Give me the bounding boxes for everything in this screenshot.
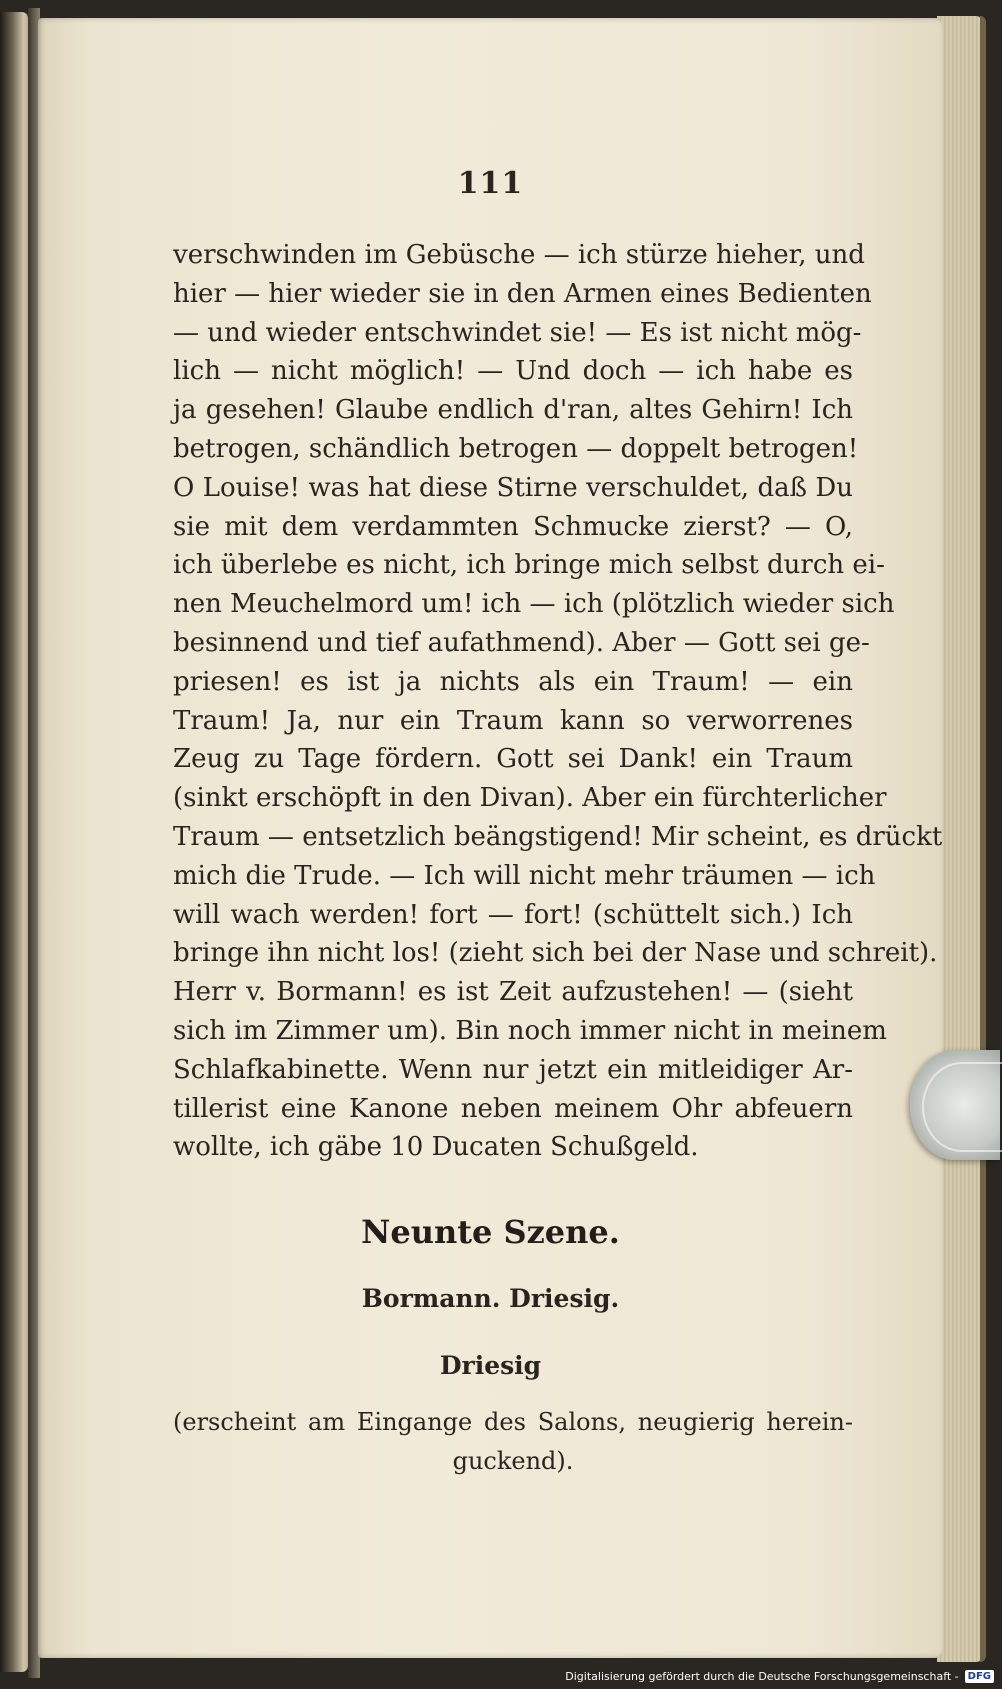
stage-direction-line: guckend). — [452, 1446, 574, 1475]
speaker-name: Driesig — [439, 1351, 542, 1380]
text-line: Herr v. Bormann! es ist Zeit aufzustehen! — (sieht — [173, 977, 853, 1008]
text-line: hier — hier wieder sie in den Armen eines Bedienten — [173, 278, 872, 309]
stage-direction-line: (erscheint am Eingange des Salons, neugierig herein- — [173, 1408, 853, 1436]
scene-title: Neunte Szene. — [361, 1213, 620, 1251]
text-line: verschwinden im Gebüsche — ich stürze hieher, und — [173, 240, 865, 270]
text-line: — und wieder entschwindet sie! — Es ist nicht mög- — [173, 317, 862, 348]
dfg-logo: DFG — [965, 1670, 994, 1683]
text-line: wollte, ich gäbe 10 Ducaten Schußgeld. — [173, 1132, 699, 1163]
page-clip-tab — [910, 1050, 1000, 1160]
character-list: Bormann. Driesig. — [361, 1284, 620, 1313]
text-line: ja gesehen! Glaube endlich d'ran, altes Gehirn! Ich — [173, 395, 853, 426]
text-line: bringe ihn nicht los! (zieht sich bei der Nase und schreit). — [173, 938, 938, 969]
text-line: tillerist eine Kanone neben meinem Ohr abfeuern — [173, 1093, 853, 1124]
text-line: Zeug zu Tage fördern. Gott sei Dank! ein Traum — [173, 744, 853, 775]
text-line: nen Meuchelmord um! ich — ich (plötzlich wieder sich — [173, 589, 895, 620]
text-line: Traum! Ja, nur ein Traum kann so verworrenes — [173, 705, 853, 736]
text-line: will wach werden! fort — fort! (schüttelt sich.) Ich — [173, 899, 853, 930]
footer-text: Digitalisierung gefördert durch die Deutsche Forschungsgemeinschaft - — [565, 1669, 959, 1683]
text-line: sie mit dem verdammten Schmucke zierst? — O, — [173, 511, 853, 542]
text-line: ich überlebe es nicht, ich bringe mich selbst durch ei- — [173, 550, 885, 581]
previous-page-edge — [0, 12, 28, 1672]
text-line: Traum — entsetzlich beängstigend! Mir scheint, es drückt — [173, 821, 943, 852]
body-text — [173, 236, 943, 1167]
text-line: (sinkt erschöpft in den Divan). Aber ein fürchterlicher — [173, 783, 887, 814]
page-number: 111 — [457, 166, 524, 201]
text-line: besinnend und tief aufathmend). Aber — Gott sei ge- — [173, 627, 870, 658]
text-line: sich im Zimmer um). Bin noch immer nicht in meinem — [173, 1015, 887, 1046]
stage-direction — [173, 1403, 853, 1481]
page-stack-edge — [937, 16, 986, 1662]
text-line: mich die Trude. — Ich will nicht mehr träumen — ich — [173, 860, 876, 891]
book-page — [38, 18, 943, 1658]
text-line: Schlafkabinette. Wenn nur jetzt ein mitleidiger Ar- — [173, 1054, 853, 1085]
text-line: lich — nicht möglich! — Und doch — ich habe es — [173, 356, 853, 387]
text-line: betrogen, schändlich betrogen — doppelt betrogen! — [173, 433, 859, 464]
text-line: priesen! es ist ja nichts als ein Traum! — ein — [173, 666, 853, 697]
text-line: O Louise! was hat diese Stirne verschuldet, daß Du — [173, 472, 853, 503]
footer-credit — [565, 1667, 994, 1685]
